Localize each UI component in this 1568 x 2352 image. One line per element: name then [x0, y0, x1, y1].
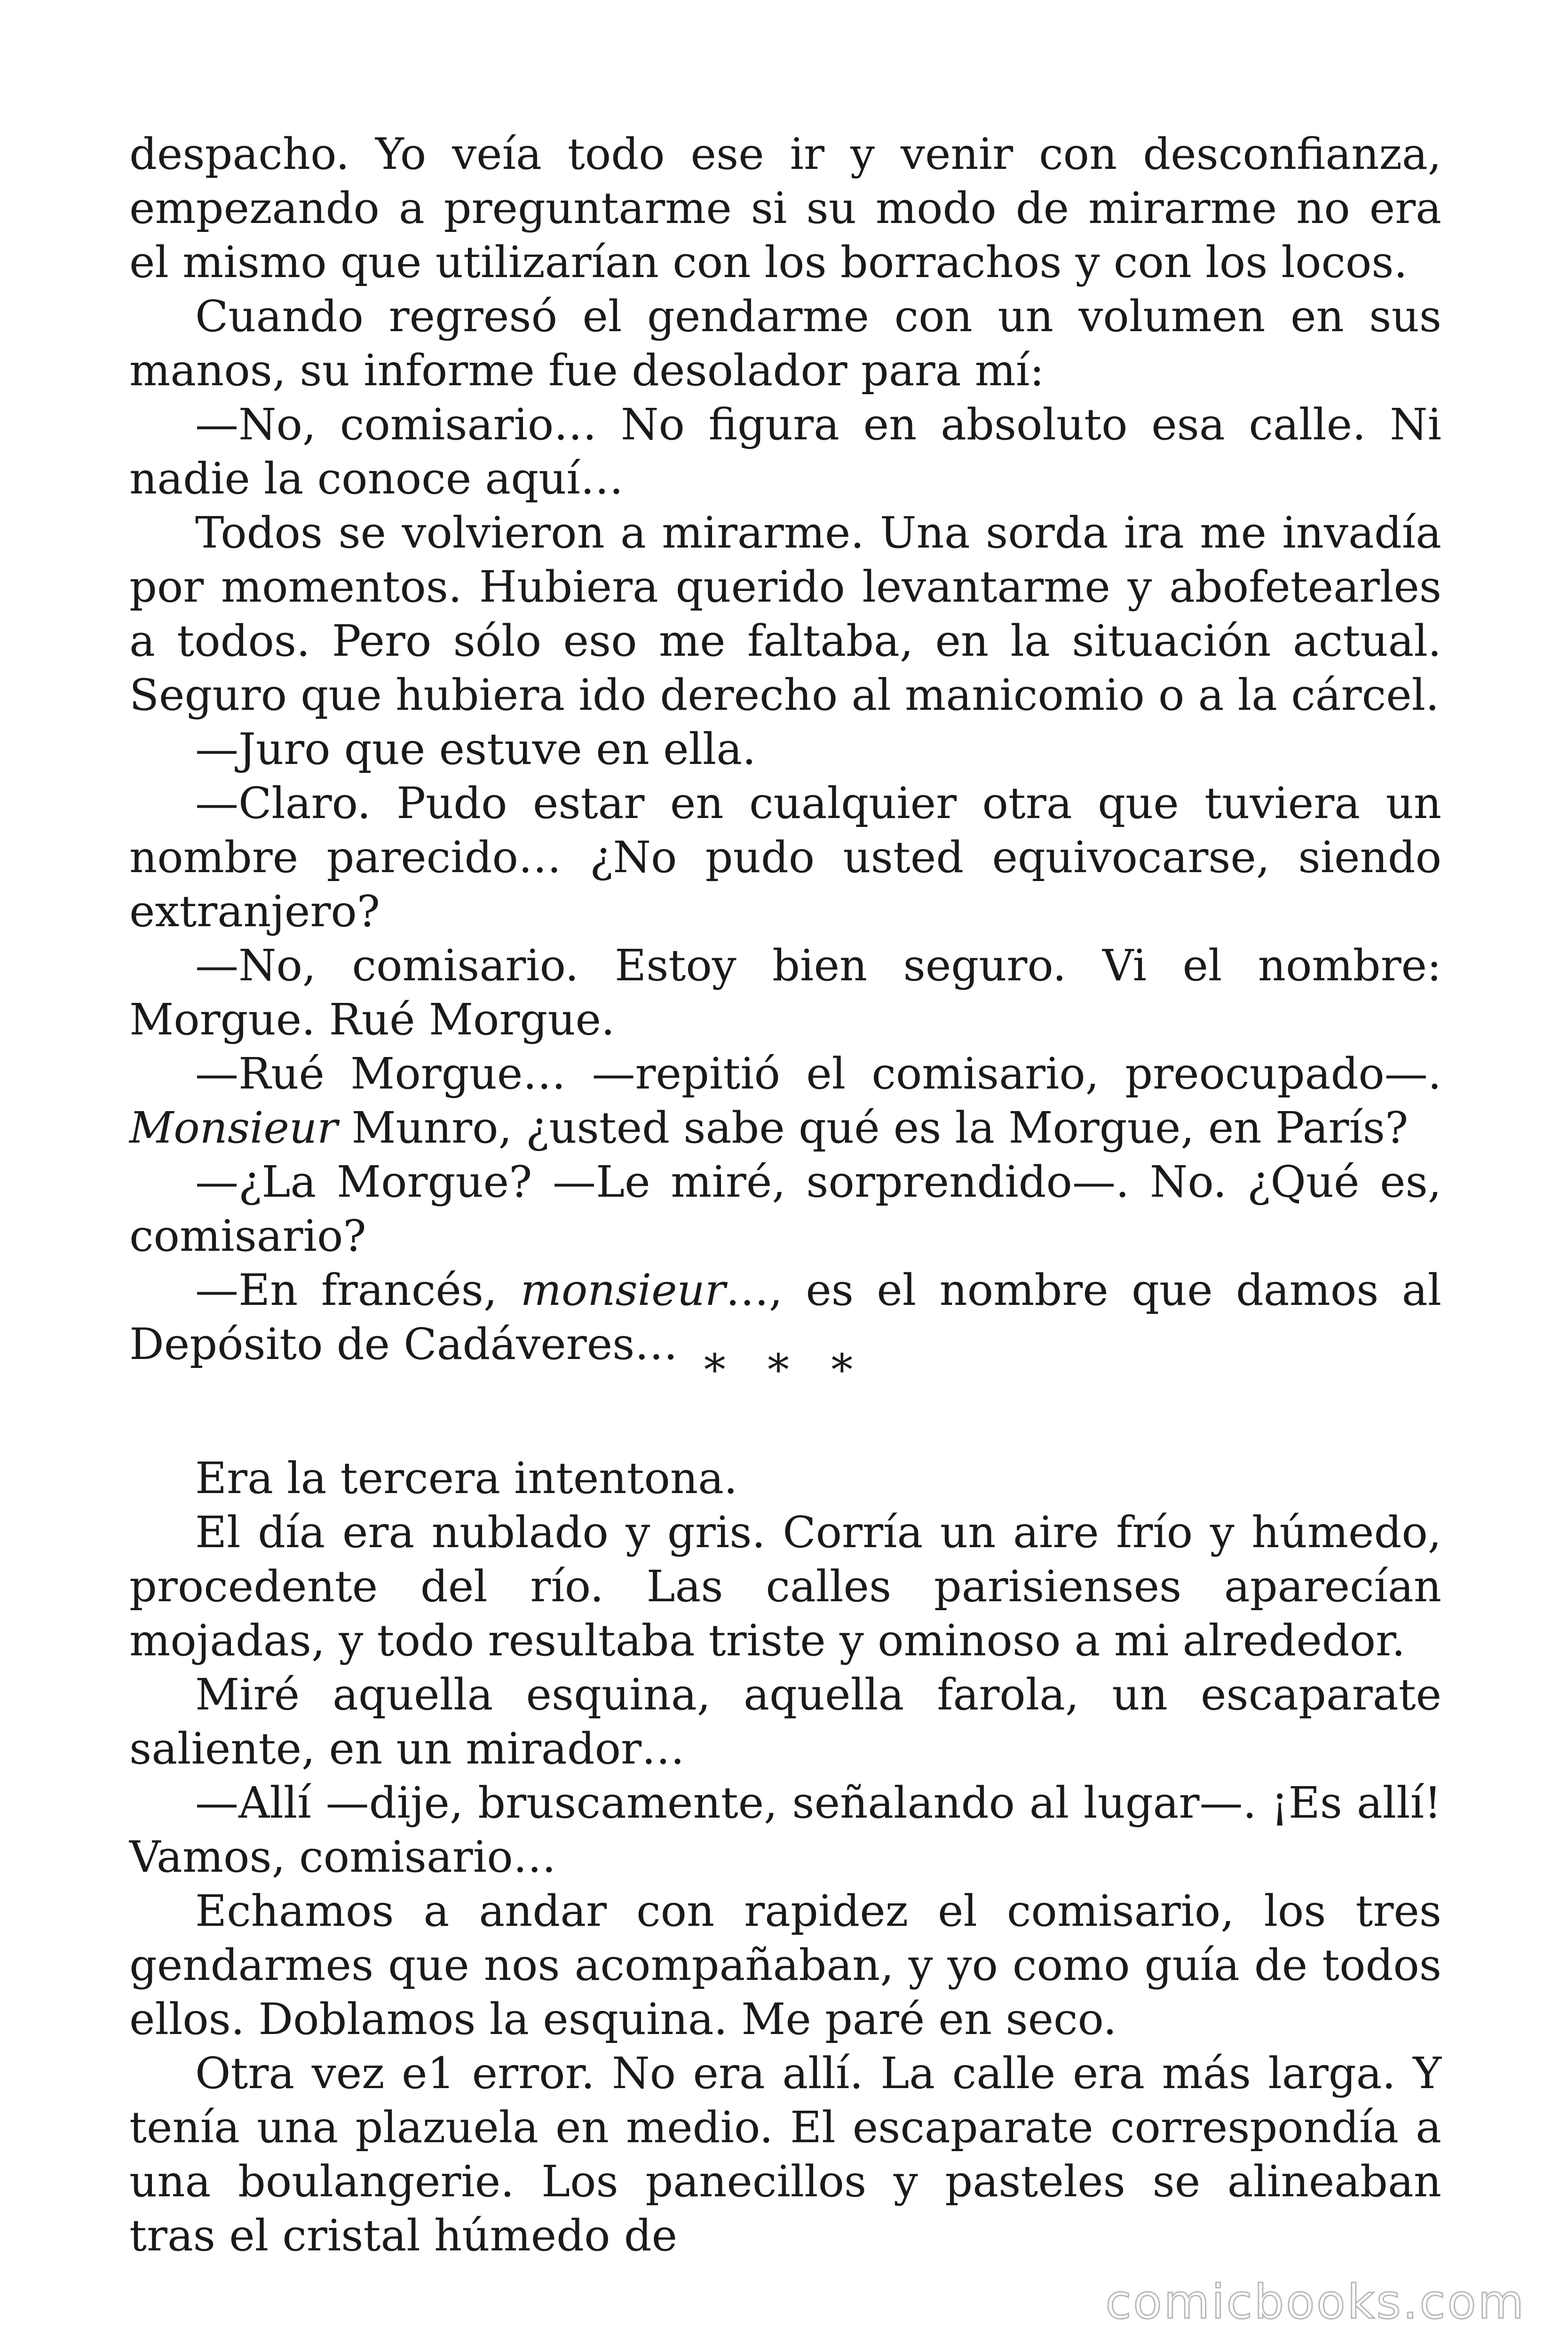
paragraph-text: —En francés, — [195, 1265, 521, 1315]
paragraph-text: —Claro. Pudo estar en cualquier otra que tuviera un nombre parecido… ¿No pudo usted equivocarse, siendo extranjero? — [129, 778, 1441, 937]
watermark: comicbooks.com — [1105, 2274, 1526, 2329]
paragraph — [129, 1505, 1441, 1668]
paragraph — [129, 1155, 1441, 1263]
italic-text: monsieur — [520, 1265, 726, 1315]
paragraph — [129, 1776, 1441, 1884]
body-text-bottom — [129, 1451, 1441, 2263]
paragraph-text: Otra vez e1 error. No era allí. La calle era más larga. Y tenía una plazuela en medio. El escaparate correspondía a una boulangerie. Los panecillos y pasteles se alineaban tras el cristal húmedo de — [129, 2048, 1441, 2261]
paragraph-text: —No, comisario… No figura en absoluto esa calle. Ni nadie la conoce aquí… — [129, 399, 1441, 504]
paragraph — [129, 1451, 1441, 1505]
paragraph-text: despacho. Yo veía todo ese ir y venir con desconfianza, empezando a preguntarme si su modo de mirarme no era el mismo que utilizarían con los borrachos y con los locos. — [129, 129, 1441, 287]
paragraph — [129, 506, 1441, 722]
paragraph — [129, 1884, 1441, 2046]
scene-break: * * * — [704, 1345, 867, 1395]
paragraph — [129, 722, 1441, 776]
paragraph — [129, 938, 1441, 1047]
paragraph-text: Cuando regresó el gendarme con un volumen en sus manos, su informe fue desolador para mí: — [129, 291, 1441, 396]
paragraph-text: Munro, ¿usted sabe qué es la Morgue, en París? — [338, 1103, 1409, 1153]
paragraph-text: —No, comisario. Estoy bien seguro. Vi el nombre: Morgue. Rué Morgue. — [129, 940, 1441, 1045]
paragraph-text: …, es el nombre que damos al Depósito de Cadáveres… — [129, 1265, 1441, 1369]
paragraph-text: —¿La Morgue? —Le miré, sorprendido—. No. ¿Qué es, comisario? — [129, 1157, 1441, 1261]
paragraph-text: Todos se volvieron a mirarme. Una sorda ira me invadía por momentos. Hubiera querido levantarme y abofetearles a todos. Pero sólo eso me faltaba, en la situación actual. Seguro que hubiera ido derecho al manicomio o a la cárcel. — [129, 508, 1441, 720]
paragraph — [129, 127, 1441, 289]
paragraph — [129, 2046, 1441, 2263]
paragraph-text: Echamos a andar con rapidez el comisario, los tres gendarmes que nos acompañaban, y yo como guía de todos ellos. Doblamos la esquina. Me paré en seco. — [129, 1886, 1441, 2044]
paragraph — [129, 1668, 1441, 1776]
paragraph — [129, 289, 1441, 397]
paragraph-text: El día era nublado y gris. Corría un aire frío y húmedo, procedente del río. Las calles parisienses aparecían mojadas, y todo resultaba triste y ominoso a mi alrededor. — [129, 1507, 1441, 1666]
paragraph-text: —Juro que estuve en ella. — [195, 724, 756, 774]
paragraph-text: Miré aquella esquina, aquella farola, un escaparate saliente, en un mirador… — [129, 1669, 1441, 1774]
paragraph — [129, 776, 1441, 938]
paragraph-text: Era la tercera intentona. — [195, 1453, 738, 1503]
paragraph-text: —Allí —dije, bruscamente, señalando al lugar—. ¡Es allí! Vamos, comisario… — [129, 1778, 1441, 1882]
paragraph-text: —Rué Morgue… —repitió el comisario, preocupado—. — [195, 1049, 1441, 1099]
italic-text: Monsieur — [129, 1103, 338, 1153]
paragraph — [129, 1047, 1441, 1155]
paragraph — [129, 397, 1441, 506]
body-text-top — [129, 127, 1441, 1371]
